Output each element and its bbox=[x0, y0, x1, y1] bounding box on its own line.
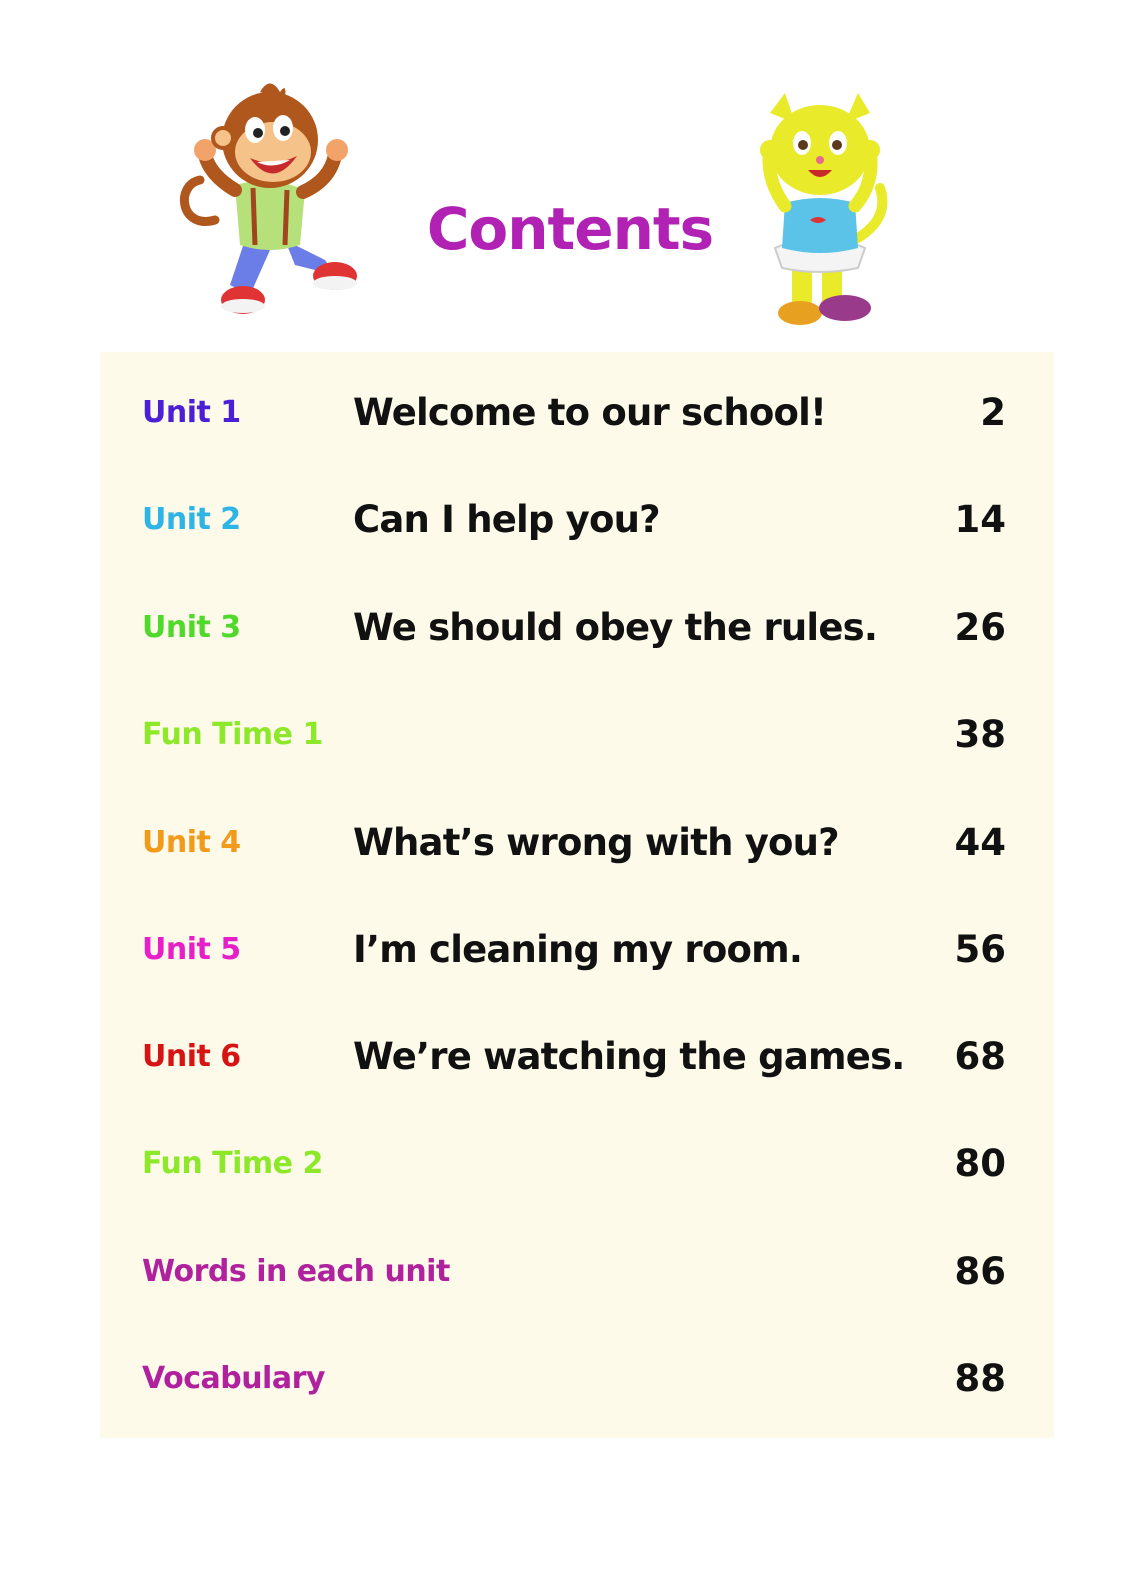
entry-page: 14 bbox=[954, 498, 1006, 541]
toc-entry-words-in-each-unit[interactable] bbox=[100, 1242, 1054, 1302]
toc-entry-unit-5[interactable] bbox=[100, 920, 1054, 980]
page-title: Contents bbox=[426, 195, 714, 263]
entry-label: Fun Time 2 bbox=[142, 1146, 323, 1181]
entry-label: Words in each unit bbox=[142, 1254, 450, 1289]
toc-entry-unit-4[interactable] bbox=[100, 813, 1054, 873]
toc-entry-fun-time-1[interactable] bbox=[100, 705, 1054, 765]
entry-label: Unit 3 bbox=[142, 610, 241, 645]
entry-page: 44 bbox=[954, 821, 1006, 864]
toc-entry-unit-2[interactable] bbox=[100, 490, 1054, 550]
entry-label: Unit 5 bbox=[142, 932, 241, 967]
cat-illustration bbox=[740, 88, 900, 333]
entry-title: We should obey the rules. bbox=[353, 606, 878, 649]
entry-title: Can I help you? bbox=[353, 498, 660, 541]
entry-title: Welcome to our school! bbox=[353, 391, 827, 434]
entry-label: Unit 1 bbox=[142, 395, 241, 430]
entry-page: 88 bbox=[954, 1357, 1006, 1400]
entry-page: 2 bbox=[980, 391, 1006, 434]
entry-page: 26 bbox=[954, 606, 1006, 649]
entry-title: I’m cleaning my room. bbox=[353, 928, 803, 971]
entry-label: Unit 4 bbox=[142, 825, 241, 860]
toc-entry-unit-3[interactable] bbox=[100, 598, 1054, 658]
entry-page: 38 bbox=[954, 713, 1006, 756]
entry-page: 86 bbox=[954, 1250, 1006, 1293]
entry-title: What’s wrong with you? bbox=[353, 821, 839, 864]
entry-label: Vocabulary bbox=[142, 1361, 325, 1396]
entry-title: We’re watching the games. bbox=[353, 1035, 905, 1078]
entry-page: 80 bbox=[954, 1142, 1006, 1185]
toc-entry-unit-6[interactable] bbox=[100, 1027, 1054, 1087]
entry-page: 68 bbox=[954, 1035, 1006, 1078]
entry-label: Fun Time 1 bbox=[142, 717, 323, 752]
contents-panel bbox=[100, 352, 1054, 1438]
toc-entry-unit-1[interactable] bbox=[100, 383, 1054, 443]
toc-entry-vocabulary[interactable] bbox=[100, 1349, 1054, 1409]
entry-page: 56 bbox=[954, 928, 1006, 971]
monkey-illustration bbox=[175, 80, 375, 325]
entry-label: Unit 2 bbox=[142, 502, 241, 537]
toc-entry-fun-time-2[interactable] bbox=[100, 1134, 1054, 1194]
entry-label: Unit 6 bbox=[142, 1039, 241, 1074]
